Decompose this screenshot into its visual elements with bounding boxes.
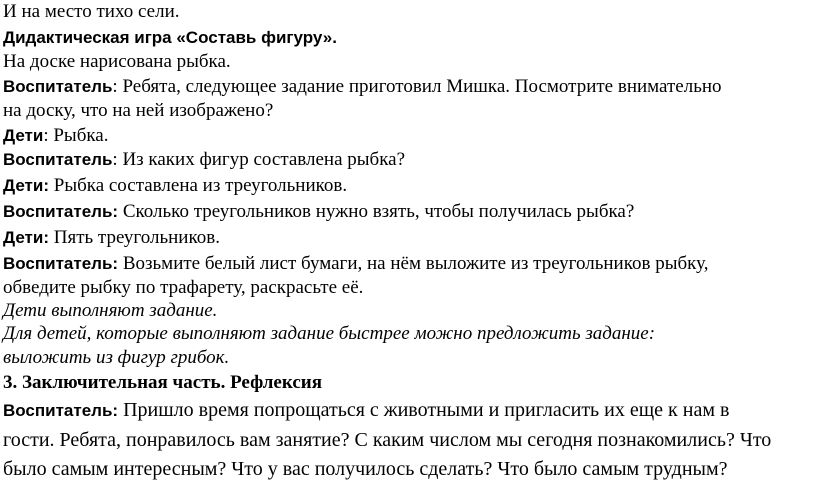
dialogue-line-9 bbox=[3, 200, 634, 224]
line-text: Дети выполняют задание. bbox=[3, 300, 218, 321]
speaker-label: Воспитатель bbox=[3, 77, 113, 96]
italic-line-14 bbox=[3, 322, 655, 346]
text-line-3 bbox=[3, 50, 231, 74]
text-line-19 bbox=[3, 457, 728, 481]
italic-line-13 bbox=[3, 299, 217, 323]
line-text: Возьмите белый лист бумаги, на нём выложите из треугольников рыбку, bbox=[118, 253, 709, 274]
line-text: Сколько треугольников нужно взять, чтобы получилась рыбка? bbox=[118, 201, 635, 222]
line-text: обведите рыбку по трафарету, раскрасьте её. bbox=[3, 277, 364, 298]
dialogue-line-17 bbox=[3, 398, 729, 423]
text-line-1 bbox=[3, 0, 179, 24]
line-text: 3. Заключительная часть. Рефлексия bbox=[3, 372, 322, 393]
section-heading bbox=[3, 371, 322, 395]
line-text: И на место тихо сели. bbox=[3, 1, 180, 22]
dialogue-line-11 bbox=[3, 252, 708, 276]
speaker-label: Воспитатель: bbox=[3, 401, 119, 420]
speaker-label: Дети bbox=[3, 126, 44, 145]
speaker-label: Дети: bbox=[3, 228, 49, 247]
line-text: на доску, что на ней изображено? bbox=[3, 100, 274, 121]
line-text: : Рыбка. bbox=[43, 125, 109, 146]
line-text: гости. Ребята, понравилось вам занятие? С каким числом мы сегодня познакомились? Что bbox=[3, 429, 772, 451]
line-text: Дидактическая игра «Составь фигуру». bbox=[3, 28, 337, 47]
line-text: На доске нарисована рыбка. bbox=[3, 51, 231, 72]
text-line-12 bbox=[3, 276, 363, 300]
italic-line-15 bbox=[3, 346, 229, 370]
speaker-label: Воспитатель bbox=[3, 150, 113, 169]
line-text: Для детей, которые выполняют задание быстрее можно предложить задание: bbox=[3, 323, 656, 344]
game-heading bbox=[3, 26, 337, 50]
speaker-label: Воспитатель: bbox=[3, 202, 119, 221]
text-line-18 bbox=[3, 428, 771, 452]
dialogue-line-7 bbox=[3, 148, 405, 172]
dialogue-line-6 bbox=[3, 124, 108, 148]
dialogue-line-4 bbox=[3, 75, 722, 99]
line-text: выложить из фигур грибок. bbox=[3, 347, 230, 368]
line-text: : Ребята, следующее задание приготовил Мишка. Посмотрите внимательно bbox=[112, 76, 722, 97]
speaker-label: Воспитатель: bbox=[3, 254, 119, 273]
line-text: Рыбка составлена из треугольников. bbox=[49, 175, 348, 196]
dialogue-line-10 bbox=[3, 226, 220, 250]
line-text: было самым интересным? Что у вас получилось сделать? Что было самым трудным? bbox=[3, 458, 728, 480]
line-text: : Из каких фигур составлена рыбка? bbox=[112, 149, 406, 170]
text-line-5 bbox=[3, 99, 273, 123]
line-text: Пять треугольников. bbox=[49, 227, 220, 248]
line-text: Пришло время попрощаться с животными и пригласить их еще к нам в bbox=[118, 399, 730, 421]
dialogue-line-8 bbox=[3, 174, 347, 198]
speaker-label: Дети: bbox=[3, 176, 49, 195]
